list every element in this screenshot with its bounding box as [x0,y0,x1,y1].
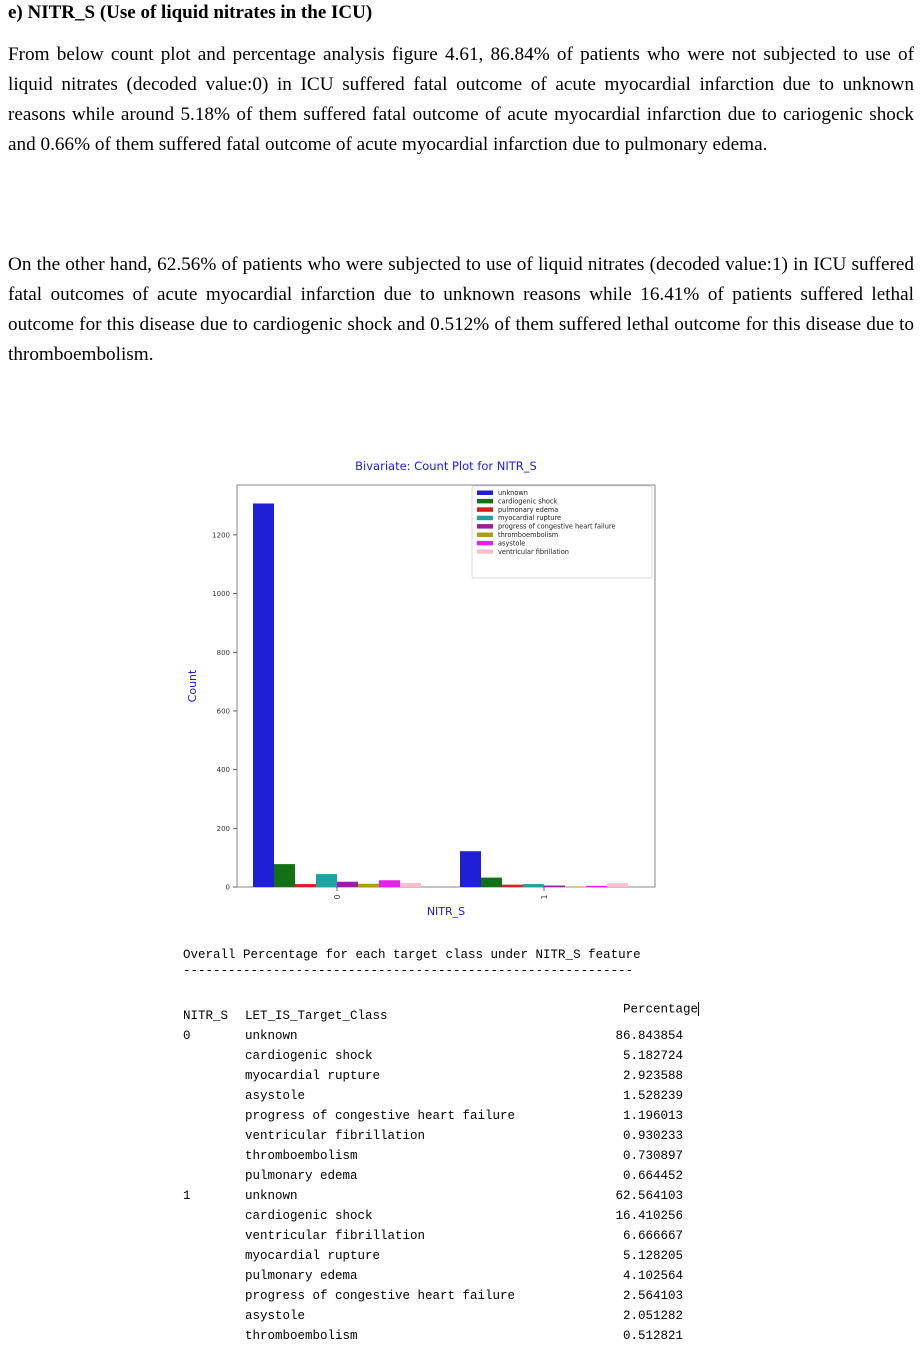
bar-ventricular-fibrillation-1 [607,883,628,887]
row-class-label: asystole [245,1089,305,1103]
legend-entry: cardiogenic shock [498,497,558,505]
table-row [183,1089,703,1109]
legend-swatch [477,499,493,504]
legend-entry: unknown [498,489,528,497]
legend-entry: progress of congestive heart failure [498,523,616,531]
table-row [183,1209,703,1229]
legend-swatch [477,516,493,521]
table-row [183,1129,703,1149]
bar-unknown-1 [460,851,481,887]
row-percentage-value: 0.664452 [623,1169,683,1183]
table-row [183,1149,703,1169]
table-title: Overall Percentage for each target class under NITR_S feature [183,948,641,962]
legend-entry: myocardial rupture [498,514,561,522]
bar-myocardial-rupture-1 [523,884,544,887]
row-class-label: progress of congestive heart failure [245,1109,515,1123]
legend-entry: pulmonary edema [498,506,558,514]
row-percentage-value: 2.051282 [623,1309,683,1323]
percentage-column-header: Percentage [593,988,699,1030]
bar-progress-of-congestive-heart-failure-1 [544,886,565,887]
row-class-label: ventricular fibrillation [245,1229,425,1243]
bar-thromboembolism-0 [358,884,379,887]
table-row [183,1229,703,1249]
table-row [183,1109,703,1129]
row-percentage-value: 62.564103 [615,1189,683,1203]
row-class-label: myocardial rupture [245,1249,380,1263]
section-heading: e) NITR_S (Use of liquid nitrates in the ICU) [8,2,372,24]
bar-progress-of-congestive-heart-failure-0 [337,882,358,887]
row-class-label: ventricular fibrillation [245,1129,425,1143]
row-class-label: cardiogenic shock [245,1049,373,1063]
row-percentage-value: 6.666667 [623,1229,683,1243]
index-header-target: LET_IS_Target_Class [245,1009,388,1023]
legend-swatch [477,533,493,538]
table-row [183,1289,703,1309]
legend-swatch [477,541,493,546]
y-axis-label: Count [186,669,199,702]
row-percentage-value: 1.528239 [623,1089,683,1103]
row-class-label: pulmonary edema [245,1269,358,1283]
row-class-label: asystole [245,1309,305,1323]
row-group-label: 1 [183,1189,191,1203]
legend-entry: ventricular fibrillation [498,548,569,556]
table-row [183,1269,703,1289]
row-class-label: cardiogenic shock [245,1209,373,1223]
x-tick-label: 0 [333,894,342,899]
x-tick-label: 1 [540,894,549,899]
row-percentage-value: 2.923588 [623,1069,683,1083]
table-row [183,1049,703,1069]
y-tick-label: 400 [217,766,230,774]
y-tick-label: 600 [217,707,230,715]
text-cursor [698,1002,699,1016]
row-class-label: progress of congestive heart failure [245,1289,515,1303]
index-header-nitr: NITR_S [183,1009,228,1023]
legend-entry: asystole [498,539,525,547]
table-row [183,1069,703,1089]
row-percentage-value: 2.564103 [623,1289,683,1303]
row-class-label: unknown [245,1029,298,1043]
bar-cardiogenic-shock-0 [274,864,295,887]
bar-pulmonary-edema-1 [502,885,523,887]
legend-swatch [477,507,493,512]
y-tick-label: 1200 [212,531,230,539]
row-percentage-value: 0.730897 [623,1149,683,1163]
row-class-label: myocardial rupture [245,1069,380,1083]
legend-swatch [477,524,493,529]
chart-title: Bivariate: Count Plot for NITR_S [355,459,537,473]
table-row [183,1329,703,1349]
bar-asystole-0 [379,880,400,887]
bar-myocardial-rupture-0 [316,874,337,887]
legend-swatch [477,491,493,496]
y-tick-label: 200 [217,825,230,833]
row-percentage-value: 4.102564 [623,1269,683,1283]
legend-entry: thromboembolism [498,531,558,539]
row-percentage-value: 5.182724 [623,1049,683,1063]
row-percentage-value: 86.843854 [615,1029,683,1043]
paragraph-1: From below count plot and percentage analysis figure 4.61, 86.84% of patients who were not subjected to use of liquid nitrates (decoded value:0) in ICU suffered fatal outcome of acute myocardial infarction due to unknown reasons while around 5.18% of them suffered fatal outcome of acute myocardial infarction due to cariogenic shock and 0.66% of them suffered fatal outcome of acute myocardial infarction due to pulmonary edema. [8,40,914,160]
bar-asystole-1 [586,886,607,887]
row-group-label: 0 [183,1029,191,1043]
paragraph-2: On the other hand, 62.56% of patients who were subjected to use of liquid nitrates (decoded value:1) in ICU suffered fatal outcomes of acute myocardial infarction due to unknown reasons while 16.41% of patients suffered lethal outcome for this disease due to cardiogenic shock and 0.512% of them suffered lethal outcome for this disease due to thromboembolism. [8,250,914,370]
y-tick-label: 800 [217,649,230,657]
row-class-label: pulmonary edema [245,1169,358,1183]
table-row [183,1189,703,1209]
bar-pulmonary-edema-0 [295,884,316,887]
legend-swatch [477,549,493,554]
y-tick-label: 0 [226,884,230,892]
x-axis-label: NITR_S [427,905,465,918]
row-percentage-value: 16.410256 [615,1209,683,1223]
y-tick-label: 1000 [212,590,230,598]
row-percentage-value: 0.512821 [623,1329,683,1343]
count-plot-chart [160,450,700,930]
table-row [183,1309,703,1329]
bar-cardiogenic-shock-1 [481,878,502,887]
bar-unknown-0 [253,503,274,887]
table-row [183,1169,703,1189]
row-percentage-value: 5.128205 [623,1249,683,1263]
row-class-label: unknown [245,1189,298,1203]
bar-ventricular-fibrillation-0 [400,883,421,887]
table-separator: ------------------------------------------------------------ [183,964,633,978]
table-row [183,1249,703,1269]
row-class-label: thromboembolism [245,1329,358,1343]
table-row [183,1029,703,1049]
row-class-label: thromboembolism [245,1149,358,1163]
row-percentage-value: 1.196013 [623,1109,683,1123]
row-percentage-value: 0.930233 [623,1129,683,1143]
